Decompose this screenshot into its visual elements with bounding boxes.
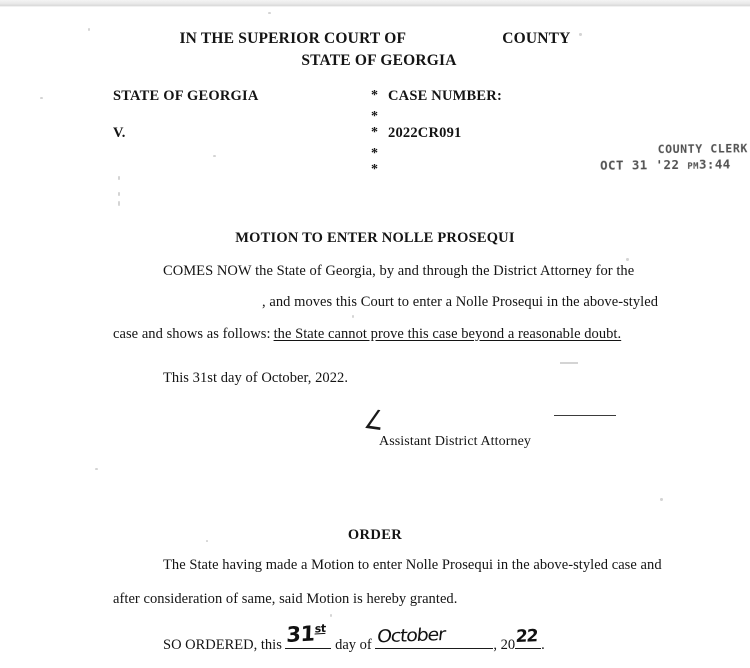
so-ordered-mid: day of <box>335 637 372 653</box>
scan-speckle <box>40 97 43 99</box>
court-heading-suffix: COUNTY <box>502 30 571 47</box>
caption-row-versus <box>113 125 633 146</box>
so-ordered-prefix: SO ORDERED, this <box>163 637 282 653</box>
scan-speckle <box>660 498 663 501</box>
motion-grounds-underlined: the State cannot prove this case beyond a reasonable doubt. <box>273 326 622 342</box>
scan-speckle <box>268 12 271 14</box>
scanner-edge-artifact <box>0 0 750 7</box>
court-heading-line-2: STATE OF GEORGIA <box>301 52 457 69</box>
motion-body-line-3 <box>113 326 621 343</box>
court-heading-prefix: IN THE SUPERIOR COURT OF <box>179 30 407 47</box>
clerk-stamp-datetime <box>600 156 750 173</box>
caption-row-spacer-1 <box>113 109 633 125</box>
caption-star: * <box>371 125 378 140</box>
handwritten-month: October <box>376 624 447 647</box>
caption-row-plaintiff <box>113 88 633 109</box>
order-body-line-1: The State having made a Motion to enter Nolle Prosequi in the above-styled case and <box>163 557 662 573</box>
caption-star: * <box>371 109 378 124</box>
court-heading <box>0 30 750 70</box>
handwritten-day: 31st <box>286 621 327 647</box>
motion-body-line-1: COMES NOW the State of Georgia, by and through the District Attorney for the <box>163 263 635 279</box>
so-ordered-period: . <box>541 637 545 653</box>
motion-date-line: This 31st day of October, 2022. <box>163 370 349 386</box>
motion-body-line-2: , and moves this Court to enter a Nolle Prosequi in the above-styled <box>262 294 659 310</box>
scan-speckle <box>352 315 354 318</box>
motion-body-line-3-prefix: case and shows as follows: <box>113 326 271 342</box>
scan-speckle <box>560 362 578 364</box>
signature-rule <box>554 415 616 416</box>
motion-title: MOTION TO ENTER NOLLE PROSEQUI <box>235 230 515 246</box>
case-caption <box>113 88 633 178</box>
caption-row-spacer-3 <box>113 162 633 178</box>
caption-star: * <box>371 162 378 177</box>
scan-speckle <box>118 201 120 206</box>
caption-star: * <box>371 88 378 103</box>
scan-speckle <box>118 192 120 196</box>
order-body-line-2: after consideration of same, said Motion is hereby granted. <box>113 591 458 607</box>
signature-title: Assistant District Attorney <box>379 434 532 449</box>
caption-plaintiff: STATE OF GEORGIA <box>113 88 259 104</box>
caption-row-spacer-2 <box>113 146 633 162</box>
clerk-stamp-meridiem: PM <box>687 161 699 172</box>
county-clerk-filing-stamp <box>600 141 750 173</box>
so-ordered-day-blank <box>285 621 331 649</box>
order-title: ORDER <box>347 527 403 543</box>
scan-speckle <box>330 614 332 617</box>
so-ordered-line <box>163 621 545 654</box>
so-ordered-year-blank <box>515 626 541 649</box>
clerk-stamp-time: 3:44 <box>698 156 731 172</box>
caption-case-number-label: CASE NUMBER: <box>388 88 502 104</box>
scan-speckle <box>95 468 98 470</box>
attorney-signature-mark: ∠ <box>362 403 386 438</box>
so-ordered-month-blank <box>375 624 493 649</box>
caption-versus: V. <box>113 125 126 141</box>
clerk-stamp-office: COUNTY CLERK <box>657 141 748 157</box>
court-heading-line-1 <box>0 30 750 48</box>
handwritten-year: 22 <box>515 626 539 647</box>
scan-speckle <box>626 258 629 261</box>
handwritten-day-suffix: st <box>315 621 327 636</box>
clerk-stamp-date: OCT 31 '22 <box>600 156 680 173</box>
caption-case-number-value: 2022CR091 <box>388 125 462 141</box>
caption-star: * <box>371 146 378 161</box>
so-ordered-year-prefix: , 20 <box>493 637 516 653</box>
